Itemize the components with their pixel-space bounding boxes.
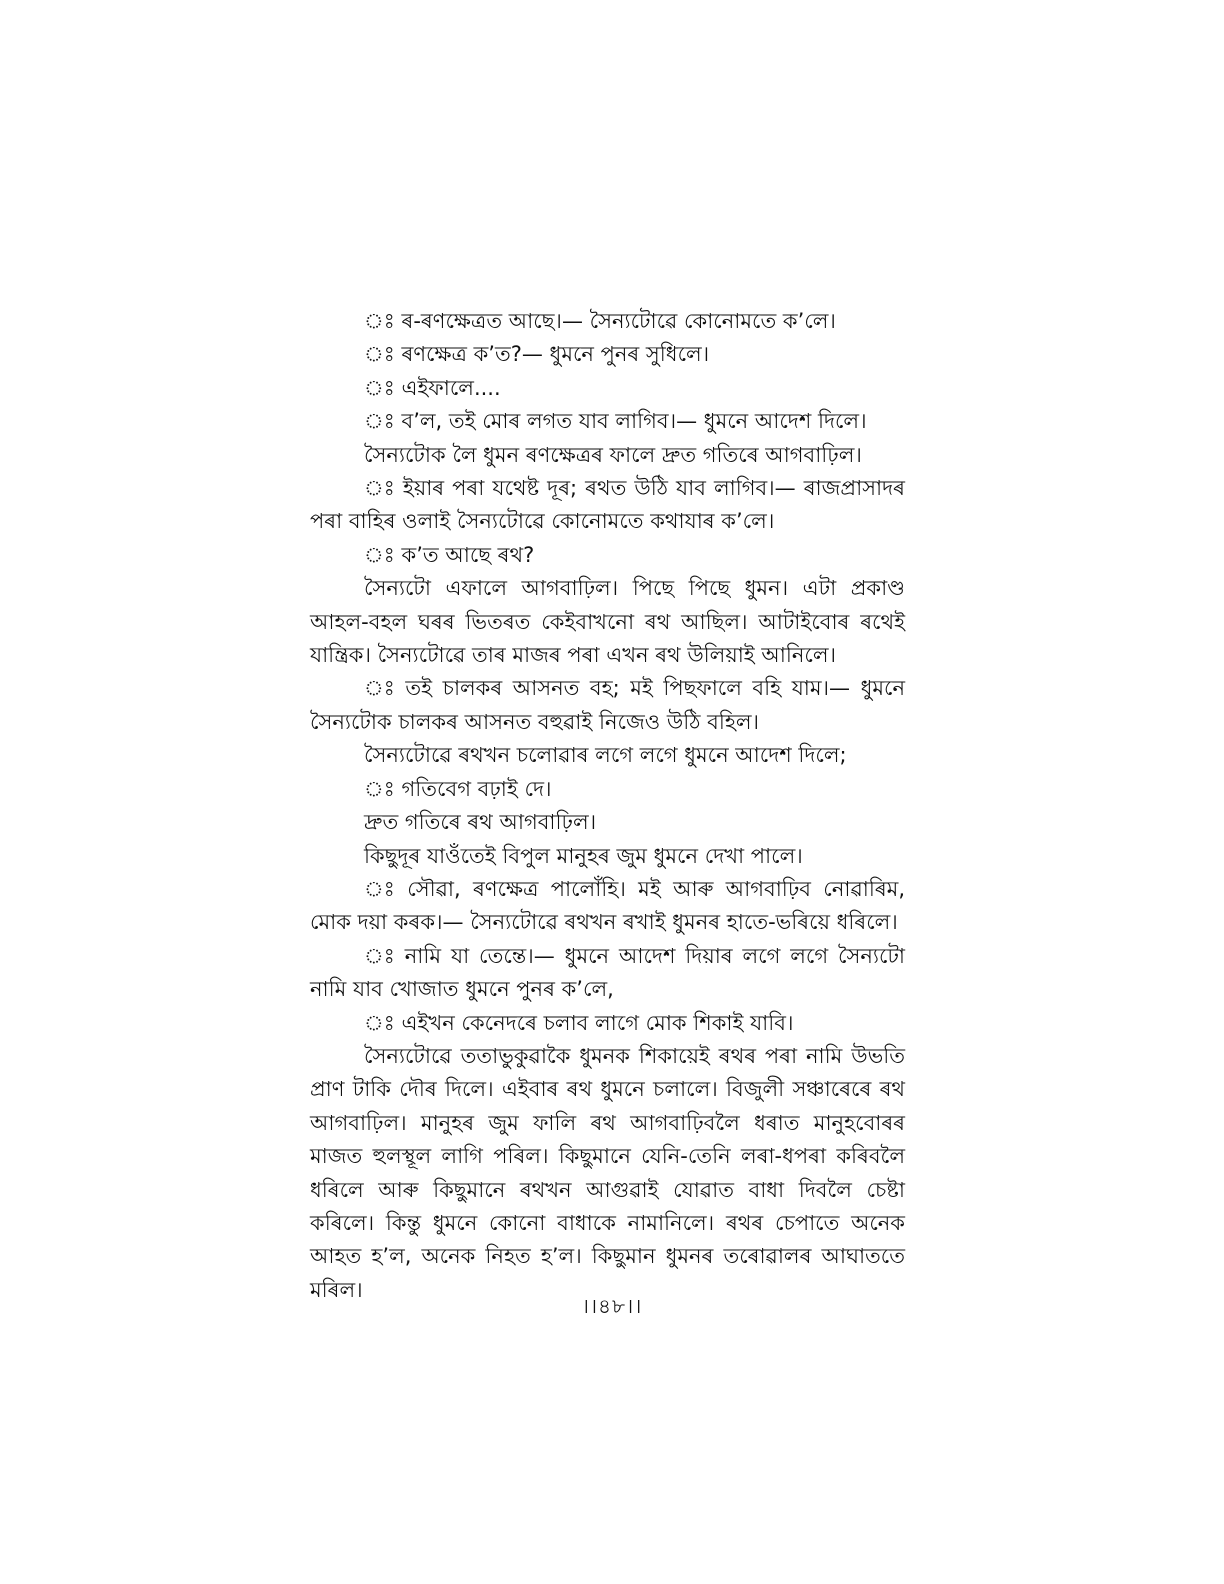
paragraph: ঃ ৰ-ৰণক্ষেত্ৰত আছে।— সৈন্যটোৱে কোনোমতে ক’লে। bbox=[364, 309, 836, 333]
paragraph: ঃ এইফালে.... bbox=[364, 375, 501, 400]
paragraph: ঃ ব’ল, তই মোৰ লগত যাব লাগিব।— ধুমনে আদেশ দিলে। bbox=[364, 409, 867, 434]
paragraph: সৈন্যটোক লৈ ধুমন ৰণক্ষেত্ৰৰ ফালে দ্ৰুত গতিৰে আগবাঢ়িল। bbox=[364, 442, 862, 467]
paragraph: ঃ নামি যা তেন্তে।— ধুমনে আদেশ দিয়াৰ লগে লগে সৈন্যটো নামি যাব খোজাত ধুমনে পুনৰ ক’লে, bbox=[310, 943, 905, 1002]
paragraph: ঃ ক’ত আছে ৰথ? bbox=[364, 542, 535, 567]
paragraph: ঃ তই চালকৰ আসনত বহ; মই পিছফালে বহি যাম।— ধুমনে সৈন্যটোক চালকৰ আসনত বহুৱাই নিজেও উঠি বহিল। bbox=[310, 676, 905, 734]
paragraph: কিছুদূৰ যাওঁতেই বিপুল মানুহৰ জুম ধুমনে দেখা পালে। bbox=[364, 843, 803, 868]
paragraph: ঃ গতিবেগ বঢ়াই দে। bbox=[364, 776, 552, 801]
paragraph: সৈন্যটোৱে ৰথখন চলোৱাৰ লগে লগে ধুমনে আদেশ দিলে; bbox=[364, 743, 847, 768]
paragraph: ঃ সৌৱা, ৰণক্ষেত্ৰ পালোঁহি। মই আৰু আগবাঢ়িব নোৱাৰিম, মোক দয়া কৰক।— সৈন্যটোৱে ৰথখন ৰখাই ধুমনৰ হাতে-ভৰিয়ে ধৰিলে। bbox=[310, 876, 905, 935]
paragraph: ঃ ৰণক্ষেত্ৰ ক’ত?— ধুমনে পুনৰ সুধিলে। bbox=[364, 342, 710, 367]
body-text bbox=[310, 305, 905, 1307]
paragraph: সৈন্যটো এফালে আগবাঢ়িল। পিছে পিছে ধুমন। এটা প্ৰকাণ্ড আহল-বহল ঘৰৰ ভিতৰত কেইবাখনো ৰথ আছিল। আটাইবোৰ ৰথেই যান্ত্ৰিক। সৈন্যটোৱে তাৰ মাজৰ পৰা এখন ৰথ উলিয়াই আনিলে। bbox=[310, 576, 905, 668]
paragraph: সৈন্যটোৱে ততাভুকুৱাকৈ ধুমনক শিকায়েই ৰথৰ পৰা নামি উভতি প্ৰাণ টাকি দৌৰ দিলে। এইবাৰ ৰথ ধুমনে চলালে। বিজুলী সঞ্চাৰেৰে ৰথ আগবাঢ়িল। মানুহৰ জুম ফালি ৰথ আগবাঢ়িবলৈ ধৰাত মানুহবোৰৰ মাজত হুলস্থূল লাগি পৰিল। কিছুমানে যেনি-তেনি লৰা-ধপৰা কৰিবলৈ ধৰিলে আৰু কিছুমানে ৰথখন আগুৱাই যোৱাত বাধা দিবলৈ চেষ্টা কৰিলে। কিন্তু ধুমনে কোনো বাধাকে নামানিলে। ৰথৰ চেপাতে অনেক আহত হ’ল, অনেক নিহত হ’ল। কিছুমান ধুমনৰ তৰোৱালৰ আঘাততে মৰিল। bbox=[310, 1043, 905, 1302]
page-number: ।।৪৮।। bbox=[581, 1294, 643, 1318]
paragraph: ঃ এইখন কেনেদৰে চলাব লাগে মোক শিকাই যাবি। bbox=[364, 1010, 794, 1035]
paragraph: দ্ৰুত গতিৰে ৰথ আগবাঢ়িল। bbox=[364, 810, 597, 835]
paragraph: ঃ ইয়াৰ পৰা যথেষ্ট দূৰ; ৰথত উঠি যাব লাগিব।— ৰাজপ্ৰাসাদৰ পৰা বাহিৰ ওলাই সৈন্যটোৱে কোনোমতে কথাযাৰ ক’লে। bbox=[310, 476, 905, 534]
